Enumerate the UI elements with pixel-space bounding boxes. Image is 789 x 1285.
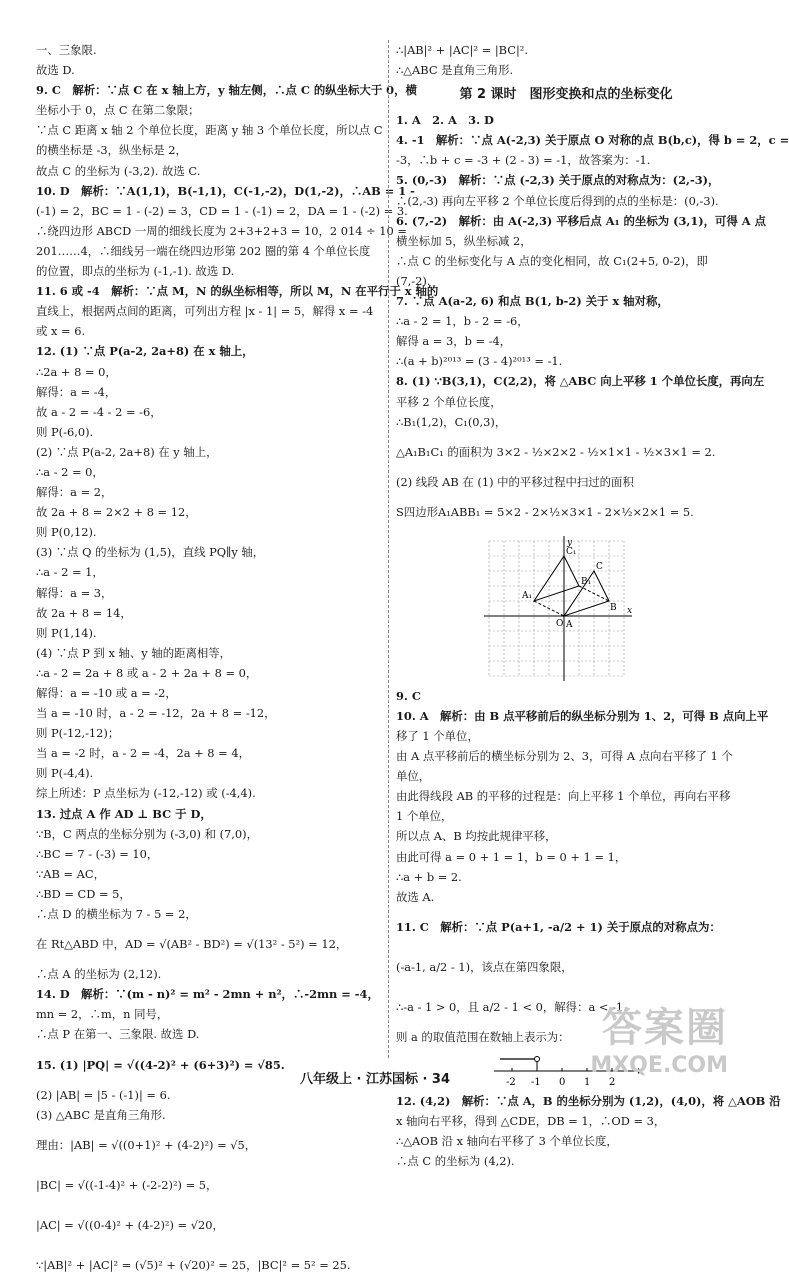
answer-line: -3，∴b + c = -3 + (2 - 3) = -1，故答案为：-1. <box>396 153 651 168</box>
answer-line: (2) |AB| = |5 - (-1)| = 6. <box>36 1087 171 1102</box>
answer-line: 故 a - 2 = -4 - 2 = -6， <box>36 404 162 419</box>
answer-line: ∴a - 2 = 0， <box>36 464 104 479</box>
answer-line: 单位， <box>396 769 431 784</box>
point-b1-label: B₁ <box>581 576 592 587</box>
answer-line: x 轴向右平移，得到 △CDE，DB = 1，∴OD = 3， <box>396 1114 666 1128</box>
grid-svg <box>484 536 634 681</box>
answer-line: 12. (4,2) 解析：∵点 A，B 的坐标分别为 (1,2)，(4,0)，将 △AOB 沿 <box>396 1093 781 1108</box>
answer-line: (3) △ABC 是直角三角形. <box>36 1107 166 1122</box>
answer-line: ∴|AB|² + |AC|² = |BC|². <box>396 43 528 57</box>
answer-line: ∵|AB|² + |AC|² = (√5)² + (√20)² = 25，|BC|² = 5² = 25. <box>36 1257 351 1272</box>
tick-label: -1 <box>531 1076 541 1088</box>
answer-line: ∴点 C 的坐标为 (4,2). <box>396 1154 515 1169</box>
answer-line: 4. -1 解析：∵点 A(-2,3) 关于原点 O 对称的点 B(b,c)，得 b = 2，c = <box>396 133 789 148</box>
watermark-url: MXQE.COM <box>590 1053 728 1078</box>
column-divider <box>388 40 389 1058</box>
answer-line: ∴a + b = 2. <box>396 869 462 884</box>
answer-line: (-a-1, a/2 - 1)，该点在第四象限， <box>396 959 573 974</box>
answer-line: 在 Rt△ABD 中，AD = √(AB² - BD²) = √(13² - 5²) = 12， <box>36 937 348 952</box>
answer-line: 则 P(0,12). <box>36 525 97 540</box>
answer-line: ∴BD = CD = 5， <box>36 886 131 901</box>
answer-line: ∴绕四边形 ABCD 一周的细线长度为 2+3+2+3 = 10，2 014 ÷ 10 = <box>36 223 407 238</box>
answer-line: 则 P(-6,0). <box>36 424 94 439</box>
open-endpoint <box>535 1056 540 1061</box>
grid-lines <box>489 541 624 676</box>
answer-line: ∴(a + b)²⁰¹³ = (3 - 4)²⁰¹³ = -1. <box>396 354 563 369</box>
answer-line: 横坐标加 5，纵坐标减 2， <box>396 233 532 248</box>
answer-line: 当 a = -10 时，a - 2 = -12，2a + 8 = -12， <box>36 706 276 721</box>
point-a-label: A <box>566 619 573 630</box>
answer-line: ∴△AOB 沿 x 轴向右平移了 3 个单位长度， <box>396 1134 618 1149</box>
answer-line: ∴B₁(1,2)，C₁(0,3)， <box>396 414 507 429</box>
answer-line: ∴点 A 的坐标为 (2,12). <box>36 967 162 982</box>
answer-line: 10. D 解析：∵A(1,1)，B(-1,1)，C(-1,-2)，D(1,-2)，∴AB = 1 - <box>36 183 415 198</box>
answer-line: 移了 1 个单位， <box>396 728 479 743</box>
answer-line: 13. 过点 A 作 AD ⊥ BC 于 D， <box>36 806 212 821</box>
answer-line: 则 P(-12,-12)； <box>36 726 120 741</box>
tick-label: 1 <box>584 1076 591 1088</box>
answer-line: 当 a = -2 时，a - 2 = -4，2a + 8 = 4， <box>36 746 250 761</box>
answer-line: ∴2a + 8 = 0， <box>36 364 117 379</box>
answer-line: ∴点 P 在第一、三象限. 故选 D. <box>36 1027 200 1042</box>
lesson-title: 第 2 课时 图形变换和点的坐标变化 <box>459 87 673 103</box>
answer-line: 7. ∵点 A(a-2, 6) 和点 B(1, b-2) 关于 x 轴对称， <box>396 294 669 309</box>
answer-line: 11. 6 或 -4 解析：∵点 M，N 的纵坐标相等，所以 M，N 在平行于 x 轴的 <box>36 284 439 299</box>
tick-label: 0 <box>559 1076 566 1088</box>
answer-line: 的横坐标是 -3，纵坐标是 2， <box>36 143 187 158</box>
answer-line: 由此得线段 AB 的平移的过程是：向上平移 1 个单位，再向右平移 <box>396 789 731 804</box>
answer-line: 由此可得 a = 0 + 1 = 1，b = 0 + 1 = 1， <box>396 849 627 864</box>
page-footer: 八年级上 · 江苏国标 · 34 <box>299 1072 451 1087</box>
answer-line: ∴点 C 的坐标变化与 A 点的变化相同，故 C₁(2+5, 0-2)，即 <box>396 253 708 268</box>
answer-line: 故点 C 的坐标为 (-3,2). 故选 C. <box>36 163 201 178</box>
answer-line: 故选 D. <box>36 63 75 78</box>
answer-line: 一、三象限. <box>36 43 97 57</box>
triangle-a1b1c1 <box>534 556 579 601</box>
answer-line: ∵AB = AC， <box>36 866 105 881</box>
answer-line: 由 A 点平移前后的横坐标分别为 2、3，可得 A 点向右平移了 1 个 <box>396 749 733 764</box>
answer-line: (3) ∵点 Q 的坐标为 (1,5)，直线 PQ∥y 轴， <box>36 545 265 560</box>
answer-line: 1. A 2. A 3. D <box>396 113 494 128</box>
answer-line: 6. (7,-2) 解析：由 A(-2,3) 平移后点 A₁ 的坐标为 (3,1)，可得 A 点 <box>396 213 767 228</box>
answer-line: 5. (0,-3) 解析：∵点 (-2,3) 关于原点的对称点为：(2,-3)， <box>396 173 720 188</box>
right-end-lines <box>396 1091 781 1171</box>
answer-line: 201……4，∴细线另一端在绕四边形第 202 圈的第 4 个单位长度 <box>36 243 371 258</box>
answer-line: (-1) = 2，BC = 1 - (-2) = 3，CD = 1 - (-1) = 2，DA = 1 - (-2) = 3. <box>36 203 408 218</box>
answer-line: 15. (1) |PQ| = √((4-2)² + (6+3)²) = √85. <box>36 1057 285 1072</box>
answer-line: 9. C 解析：∵点 C 在 x 轴上方，y 轴左侧，∴点 C 的纵坐标大于 0，横 <box>36 83 417 98</box>
answer-line: ∵B，C 两点的坐标分别为 (-3,0) 和 (7,0)， <box>36 826 258 841</box>
answer-line: 8. (1) ∵B(3,1)，C(2,2)，将 △ABC 向上平移 1 个单位长度，再向左 <box>396 374 765 389</box>
tick-label: 2 <box>609 1076 616 1088</box>
answer-line: 14. D 解析：∵(m - n)² = m² - 2mn + n²，∴-2mn = -4， <box>36 987 379 1002</box>
answer-line: S四边形A₁ABB₁ = 5×2 - 2×½×3×1 - 2×½×2×1 = 5. <box>396 504 694 519</box>
origin-label: O <box>556 618 564 629</box>
x-axis-label: x <box>627 605 633 616</box>
answer-line: 解得 a = 3，b = -4， <box>396 334 512 349</box>
answer-line: ∴a - 2 = 1， <box>36 565 104 580</box>
answer-line: 坐标小于 0，点 C 在第二象限； <box>36 103 200 118</box>
answer-line: 综上所述：P 点坐标为 (-12,-12) 或 (-4,4). <box>36 786 256 801</box>
watermark <box>590 996 728 1078</box>
right-top-lines <box>396 40 736 80</box>
answer-line: 理由：|AB| = √((0+1)² + (4-2)²) = √5， <box>36 1137 257 1152</box>
answer-line: 的位置，即点的坐标为 (-1,-1). 故选 D. <box>36 264 235 279</box>
answer-line: ∵点 C 距离 x 轴 2 个单位长度，距离 y 轴 3 个单位长度，所以点 C <box>36 123 383 138</box>
answer-line: 1 个单位， <box>396 809 453 824</box>
answer-line: 解得：a = -10 或 a = -2， <box>36 686 177 700</box>
point-a1-label: A₁ <box>522 590 533 601</box>
answer-line: (4) ∵点 P 到 x 轴、y 轴的距离相等， <box>36 645 232 660</box>
answer-line: 则 P(-4,4). <box>36 766 94 781</box>
answer-line: (2) ∵点 P(a-2, 2a+8) 在 y 轴上， <box>36 444 218 459</box>
answer-line: (7,-2). <box>396 273 431 288</box>
answer-line: 9. C <box>396 688 421 703</box>
answer-line: (2) 线段 AB 在 (1) 中的平移过程中扫过的面积 <box>396 474 634 489</box>
answer-line: ∴a - 2 = 2a + 8 或 a - 2 + 2a + 8 = 0， <box>36 665 258 680</box>
answer-line: ∴△ABC 是直角三角形. <box>396 63 514 78</box>
watermark-logo: 答案圈 <box>602 1005 728 1051</box>
point-c1-label: C₁ <box>566 546 577 557</box>
answer-line: 所以点 A、B 均按此规律平移， <box>396 829 557 844</box>
answer-line: 则 a 的取值范围在数轴上表示为： <box>396 1029 570 1044</box>
answer-line: 故 2a + 8 = 14， <box>36 605 132 620</box>
answer-line: mn = 2，∴m，n 同号， <box>36 1007 169 1022</box>
answer-line: ∴(2,-3) 再向左平移 2 个单位长度后得到的点的坐标是：(0,-3). <box>396 193 719 208</box>
answer-line: ∴点 D 的横坐标为 7 - 5 = 2， <box>36 907 197 922</box>
y-axis-label: y <box>567 537 573 548</box>
answer-line: 或 x = 6. <box>36 324 86 339</box>
answer-line: 直线上，根据两点间的距离，可列出方程 |x - 1| = 5，解得 x = -4 <box>36 304 374 319</box>
right-mid-lines <box>396 110 789 532</box>
answer-line: 故选 A. <box>396 889 435 904</box>
right-bottom-lines <box>396 686 769 1047</box>
answer-line: 11. C 解析：∵点 P(a+1, -a/2 + 1) 关于原点的对称点为： <box>396 919 721 934</box>
answer-line: 平移 2 个单位长度， <box>396 394 502 409</box>
answer-line: 10. A 解析：由 B 点平移前后的纵坐标分别为 1、2，可得 B 点向上平 <box>396 708 769 723</box>
tick-label: -2 <box>506 1076 516 1088</box>
answer-line: 12. (1) ∵点 P(a-2, 2a+8) 在 x 轴上， <box>36 344 254 359</box>
answer-line: ∴-a - 1 > 0，且 a/2 - 1 < 0，解得：a < -1， <box>396 999 635 1014</box>
answer-line: 解得：a = -4， <box>36 384 117 399</box>
answer-line: △A₁B₁C₁ 的面积为 3×2 - ½×2×2 - ½×1×1 - ½×3×1 = 2. <box>396 444 716 459</box>
answer-line: ∴a - 2 = 1，b - 2 = -6， <box>396 314 529 329</box>
answer-line: ∴BC = 7 - (-3) = 10， <box>36 846 159 861</box>
answer-line: |AC| = √((0-4)² + (4-2)²) = √20， <box>36 1217 224 1232</box>
point-c-label: C <box>596 561 603 572</box>
answer-line: 故 2a + 8 = 2×2 + 8 = 12， <box>36 505 197 520</box>
triangle-grid-figure <box>396 532 736 686</box>
answer-line: 则 P(1,14). <box>36 625 97 640</box>
point-b-label: B <box>610 602 617 613</box>
answer-line: 解得：a = 2， <box>36 485 113 500</box>
answer-line: 解得：a = 3， <box>36 585 113 600</box>
answer-line: |BC| = √((-1-4)² + (-2-2)²) = 5， <box>36 1177 218 1192</box>
